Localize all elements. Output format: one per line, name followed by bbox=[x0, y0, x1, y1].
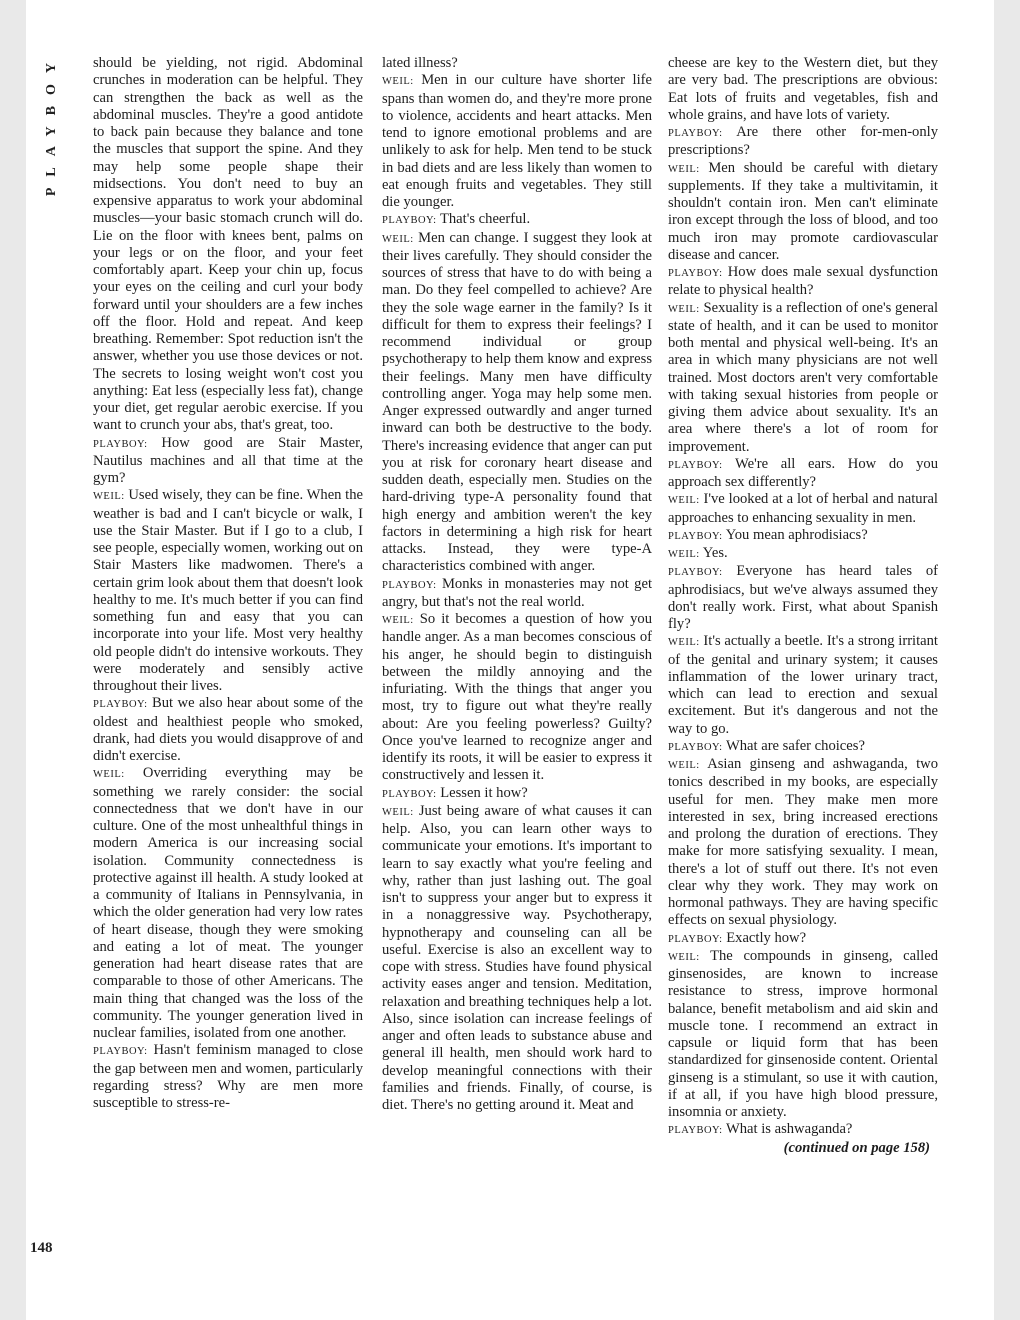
text-column-3 bbox=[668, 55, 938, 1157]
continuation-note: (continued on page 158) bbox=[783, 1139, 930, 1156]
paragraph-text: cheese are key to the Western diet, but they are very bad. The prescriptions are obvious: Eat lots of fruits and vegetables, fish and whole grains, and have lots of variety. bbox=[668, 55, 938, 123]
paragraph-text: So it becomes a question of how you handle anger. As a man becomes conscious of his anger, he should begin to distinguish between the mildly annoying and the infuriating. With the things that anger you most, try to figure out what they're really about: Are you feeling powerless? Guilty? Once you've learned to recognize anger and identify its roots, it will be easier to express it constructively and lessen it. bbox=[382, 611, 653, 784]
paragraph bbox=[93, 55, 363, 435]
speaker-label: WEIL: bbox=[382, 76, 414, 88]
paragraph bbox=[93, 435, 363, 488]
paragraph-text: Lessen it how? bbox=[440, 784, 528, 801]
paragraph-text: Everyone has heard tales of aphrodisiacs, but we've always assumed they don't really work. First, what about Spanish fly? bbox=[668, 563, 938, 632]
paragraph bbox=[382, 230, 652, 576]
paragraph-text: What is ashwaganda? bbox=[725, 1121, 853, 1138]
paragraph-text: Hasn't feminism managed to close the gap between men and women, particularly regarding stress? Why are men more susceptible to stress-re- bbox=[93, 1042, 363, 1111]
paragraph bbox=[382, 55, 652, 72]
paragraph bbox=[668, 264, 938, 300]
paragraph-text: Exactly how? bbox=[726, 929, 807, 946]
speaker-label: PLAYBOY: bbox=[668, 1125, 723, 1137]
paragraph-text: Yes. bbox=[702, 545, 728, 561]
paragraph-text: Are there other for-men-only prescriptions? bbox=[668, 124, 939, 159]
speaker-label: WEIL: bbox=[668, 760, 700, 771]
paragraph bbox=[382, 211, 652, 229]
speaker-label: WEIL: bbox=[668, 637, 700, 649]
paragraph bbox=[668, 491, 938, 527]
paragraph-text: But we also hear about some of the oldest and healthiest people who smoked, drank, had diets you would disapprove of and didn't exercise. bbox=[93, 695, 363, 764]
speaker-label: WEIL: bbox=[382, 806, 414, 818]
paragraph-text: I've looked at a lot of herbal and natural approaches to enhancing sexuality in men. bbox=[668, 491, 938, 526]
paragraph-text: lated illness? bbox=[382, 55, 458, 71]
speaker-label: PLAYBOY: bbox=[93, 438, 148, 450]
paragraph bbox=[382, 72, 652, 211]
paragraph-text: How does male sexual dysfunction relate to physical health? bbox=[668, 264, 938, 299]
paragraph bbox=[382, 803, 652, 1115]
paragraph-text: Men can change. I suggest they look at their lives carefully. They should consider the sources of stress that have to do with being a man. Do they feel compelled to achieve? Are they the sole wage earner in the family? Is it difficult for them to express their feelings? I recommend individual or group psychotherapy to help them know and express their feelings. Many men have difficulty controlling anger. Yoga may help some men. Anger expressed outwardly and anger turned inward can both be destructive to the body. There's increasing evidence that anger can put you at risk for coronary heart disease and sudden death, especially men. Studies on the hard-driving type-A personality found that high energy and ambition weren't the key factors in determining a high risk for heart attacks. Instead, they were type-A characteristics combined with anger. bbox=[382, 229, 652, 575]
paragraph bbox=[668, 756, 938, 930]
paragraph bbox=[668, 930, 938, 948]
speaker-label: PLAYBOY: bbox=[382, 788, 437, 800]
magazine-page bbox=[26, 0, 994, 1320]
paragraph-text: Monks in monasteries may not get angry, but that's not the real world. bbox=[382, 575, 652, 610]
speaker-label: PLAYBOY: bbox=[668, 459, 723, 471]
speaker-label: PLAYBOY: bbox=[93, 1046, 148, 1058]
speaker-label: WEIL: bbox=[93, 769, 125, 781]
speaker-label: WEIL: bbox=[668, 163, 700, 175]
speaker-label: PLAYBOY: bbox=[382, 579, 437, 591]
speaker-label: WEIL: bbox=[668, 951, 700, 963]
paragraph-text: Men should be careful with dietary supplements. If they take a multivitamin, it shouldn't contain iron. Men can't eliminate iron except through the loss of blood, and too much iron may promote cardiovascular disease and cancer. bbox=[668, 159, 938, 263]
page-number: 148 bbox=[30, 1240, 53, 1256]
speaker-label: WEIL: bbox=[668, 495, 700, 507]
paragraph bbox=[668, 55, 938, 124]
paragraph bbox=[668, 738, 938, 756]
speaker-label: WEIL: bbox=[382, 233, 414, 245]
paragraph bbox=[668, 456, 938, 492]
paragraph-text: should be yielding, not rigid. Abdominal crunches in moderation can be helpful. They can strengthen the back as well as the abdominal muscles. They're a good antidote to back pain because they balance and tone the muscles that support the spine. And they may help some people shape their midsections. You don't need to buy an expensive apparatus to work your abdominal muscles—your basic stomach crunch will do. Lie on the floor with knees bent, palms on your legs or on the floor, and your feet comfortably apart. Keep your chin up, focus your eyes on the ceiling and curl your body forward until your shoulders are a few inches off the floor. Hold and repeat. And keep breathing. Remember: Spot reduction isn't the answer, whether you use those devices or not. The secrets to losing weight won't cost you anything: Eat less (especially less fat), change your diet, get regular aerobic exercise. If you want to crunch your abs, that's great, too. bbox=[93, 55, 363, 434]
paragraph bbox=[93, 765, 363, 1042]
paragraph bbox=[382, 785, 652, 803]
speaker-label: PLAYBOY: bbox=[668, 128, 723, 139]
paragraph bbox=[93, 487, 363, 695]
paragraph bbox=[668, 1121, 938, 1139]
paragraph bbox=[668, 948, 938, 1122]
speaker-label: PLAYBOY: bbox=[668, 741, 723, 753]
paragraph-text: Overriding everything may be something we rarely consider: the social connectedness that we don't have in our culture. One of the most unhealthful things in modern America is our increasing social isolation. Community connectedness is protective against ill health. A study looked at a community of Italians in Pennsylvania, in which the older generation had very low rates of heart disease, though they were smoking and eating a lot of meat. The younger generation had heart disease rates that are comparable to those of other Americans. The main thing that changed was the loss of the community. The younger generation lived in nuclear families, isolated from one another. bbox=[93, 765, 363, 1041]
paragraph-text: That's cheerful. bbox=[439, 211, 531, 228]
paragraph bbox=[668, 633, 938, 738]
paragraph-text: The compounds in ginseng, called ginsenosides, are known to increase resistance to stress, improve hormonal balance, benefit metabolism and aid skin and muscle tone. I recommend an extract in capsule or liquid form that has been standardized for ginsenoside content. Oriental ginseng is a stimulant, so use it with caution, if at all, if you have high blood pressure, insomnia or anxiety. bbox=[668, 947, 938, 1120]
paragraph-text: Used wisely, they can be fine. When the weather is bad and I can't bicycle or walk, I use the Stair Master. But if I go to a club, I see people, especially women, working out on Stair Masters like madwomen. There's a certain grim look about them that doesn't look healthy to me. It's much better if you can find something fun and easy that you can incorporate into your life. Most very healthy old people didn't do intensive workouts. They were moderately and sensibly active throughout their lives. bbox=[93, 487, 364, 694]
paragraph bbox=[668, 160, 938, 265]
paragraph bbox=[668, 124, 938, 160]
speaker-label: WEIL: bbox=[668, 303, 700, 315]
paragraph-text: You mean aphrodisiacs? bbox=[725, 526, 868, 543]
text-column-2 bbox=[382, 55, 652, 1114]
paragraph bbox=[382, 576, 652, 612]
paragraph-text: Men in our culture have shorter life spans than women do, and they're more prone to violence, accidents and heart attacks. Men tend to ignore emotional problems and are unlikely to ask for help. Men tend to be stuck in bad diets and are less likely than women to eat enough fruits and vegetables. They still die younger. bbox=[382, 72, 653, 210]
speaker-label: PLAYBOY: bbox=[668, 268, 723, 279]
paragraph-text: How good are Stair Master, Nautilus machines and all that time at the gym? bbox=[93, 434, 363, 486]
speaker-label: PLAYBOY: bbox=[93, 699, 148, 711]
paragraph bbox=[668, 563, 938, 633]
paragraph bbox=[668, 300, 938, 456]
paragraph-text: It's actually a beetle. It's a strong irritant of the genital and urinary system; it causes inflammation of the lower urinary tract, which can lead to erection and sexual excitement. But it's dangerous and not the way to go. bbox=[668, 633, 938, 737]
speaker-label: WEIL: bbox=[668, 549, 700, 560]
speaker-label: WEIL: bbox=[382, 615, 414, 626]
speaker-label: PLAYBOY: bbox=[668, 530, 723, 542]
speaker-label: PLAYBOY: bbox=[668, 933, 723, 945]
speaker-label: PLAYBOY: bbox=[668, 567, 723, 579]
paragraph bbox=[382, 611, 652, 785]
paragraph-text: Just being aware of what causes it can help. Also, you can learn other ways to communicate your emotions. It's important to learn to say exactly what you're feeling and why, rather than just lashing out. The goal isn't to suppress your anger but to express it in a nonaggressive way. Psychotherapy, hypnotherapy and counseling can all be useful. Exercise is also an excellent way to cope with stress. Studies have found physical activity eases anger and tension. Meditation, relaxation and breathing techniques help a lot. Also, since isolation can increase feelings of anger and often leads to substance abuse and general ill health, men should work hard to develop meaningful connections with their families and friends. Finally, of course, is diet. There's no getting around it. Meat and bbox=[382, 802, 652, 1113]
running-head: PLAYBOY bbox=[44, 52, 59, 197]
speaker-label: PLAYBOY: bbox=[382, 215, 437, 227]
paragraph-text: Asian ginseng and ashwaganda, two tonics described in my books, are especially useful for men. They make men more interested in sex, bring increased erections and prolong the duration of erections. They make for more satisfying sexuality. I mean, there's a lot of stuff out there. It's not even clear why they work. They may work on hormonal pathways. They are having specific effects on sexual physiology. bbox=[668, 756, 939, 929]
paragraph-text: What are safer choices? bbox=[725, 737, 865, 754]
paragraph-text: We're all ears. How do you approach sex differently? bbox=[668, 455, 938, 490]
text-column-1 bbox=[93, 55, 363, 1112]
paragraph bbox=[668, 545, 938, 563]
paragraph-text: Sexuality is a reflection of one's general state of health, and it can be used to monitor both mental and physical well-being. It's an area in which many physicians are not well trained. Most doctors aren't very comfortable with taking sexual histories from people or giving them advice about sexuality. It's an area where there's a lot of room for improvement. bbox=[668, 299, 938, 455]
paragraph bbox=[93, 695, 363, 765]
speaker-label: WEIL: bbox=[93, 491, 125, 503]
paragraph bbox=[93, 1042, 363, 1112]
paragraph bbox=[668, 527, 938, 545]
